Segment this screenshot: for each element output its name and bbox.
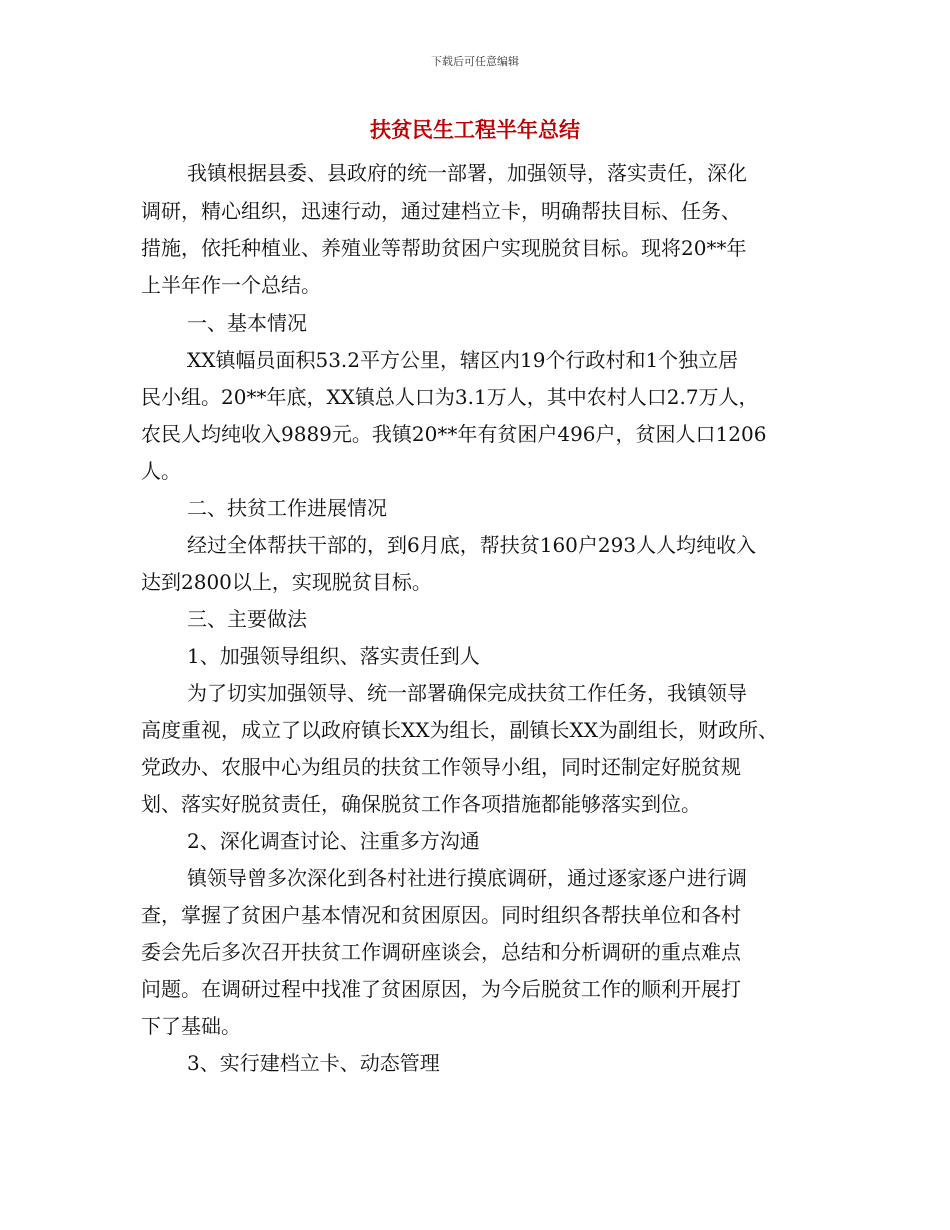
section-heading: 三、主要做法	[187, 607, 307, 631]
body-line: 问题。在调研过程中找准了贫困原因，为今后脱贫工作的顺利开展打	[141, 977, 741, 1001]
body-line: 高度重视，成立了以政府镇长XX为组长，副镇长XX为副组长，财政所、	[141, 718, 778, 742]
body-line: 经过全体帮扶干部的，到6月底，帮扶贫160户293人人均纯收入	[187, 533, 757, 557]
body-line: 查，掌握了贫困户基本情况和贫困原因。同时组织各帮扶单位和各村	[141, 903, 741, 927]
section-heading: 二、扶贫工作进展情况	[187, 496, 387, 520]
section-heading: 一、基本情况	[187, 311, 307, 335]
subsection-heading: 2、深化调查讨论、注重多方沟通	[187, 829, 480, 853]
body-line: 我镇根据县委、县政府的统一部署，加强领导，落实责任，深化	[187, 161, 747, 185]
body-line: 委会先后多次召开扶贫工作调研座谈会，总结和分析调研的重点难点	[141, 940, 741, 964]
body-line: 下了基础。	[141, 1014, 241, 1038]
body-line: 上半年作一个总结。	[141, 273, 321, 297]
body-line: 农民人均纯收入9889元。我镇20**年有贫困户496户，贫困人口1206	[141, 422, 767, 446]
body-line: 民小组。20**年底，XX镇总人口为3.1万人，其中农村人口2.7万人，	[141, 385, 759, 409]
body-line: 党政办、农服中心为组员的扶贫工作领导小组，同时还制定好脱贫规	[141, 755, 741, 779]
body-line: 措施，依托种植业、养殖业等帮助贫困户实现脱贫目标。现将20**年	[141, 236, 747, 260]
body-line: 人。	[141, 459, 181, 483]
subsection-heading: 1、加强领导组织、落实责任到人	[187, 644, 480, 668]
document-title: 扶贫民生工程半年总结	[370, 118, 580, 142]
page-header-note: 下载后可任意编辑	[431, 55, 519, 68]
body-line: 达到2800以上，实现脱贫目标。	[141, 570, 432, 594]
body-line: 划、落实好脱贫责任，确保脱贫工作各项措施都能够落实到位。	[141, 792, 701, 816]
body-line: 为了切实加强领导、统一部署确保完成扶贫工作任务，我镇领导	[187, 681, 747, 705]
body-line: XX镇幅员面积53.2平方公里，辖区内19个行政村和1个独立居	[187, 348, 739, 372]
body-line: 调研，精心组织，迅速行动，通过建档立卡，明确帮扶目标、任务、	[141, 199, 741, 223]
body-line: 镇领导曾多次深化到各村社进行摸底调研，通过逐家逐户进行调	[187, 866, 747, 890]
subsection-heading: 3、实行建档立卡、动态管理	[187, 1051, 440, 1075]
